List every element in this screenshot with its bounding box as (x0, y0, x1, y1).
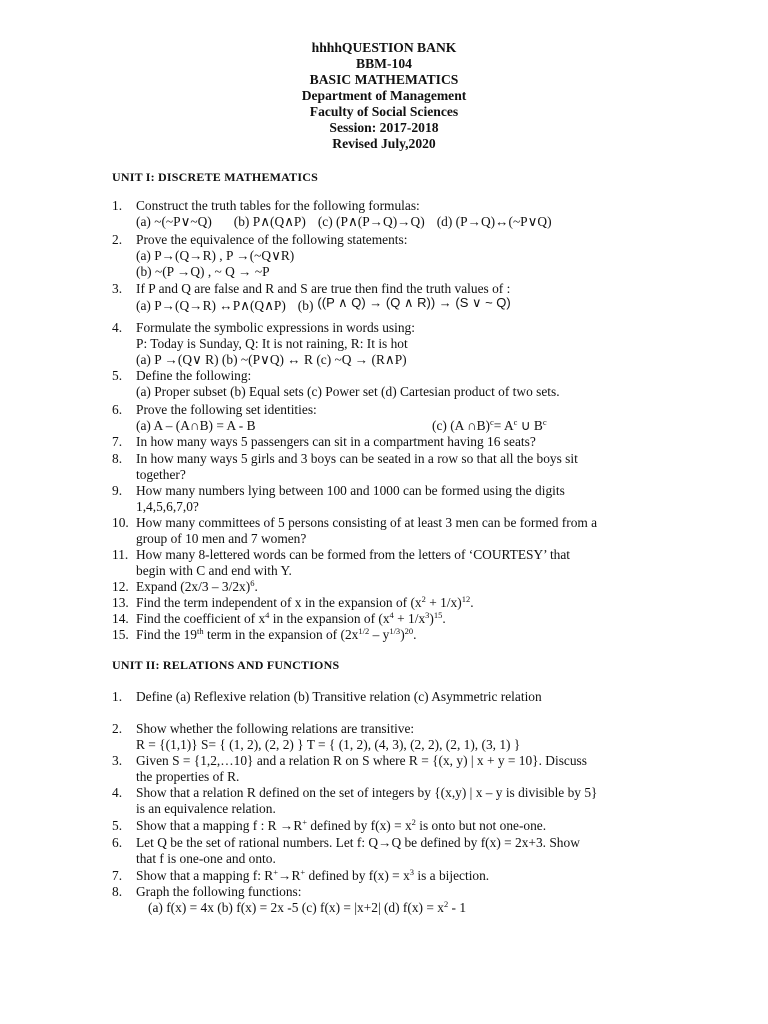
option-d: (d) (P→Q)↔(~P∨Q) (436, 214, 552, 230)
question-text-cont: 1,4,5,6,7,0? (136, 499, 199, 515)
question-text-cont: group of 10 men and 7 women? (136, 531, 307, 547)
header-course-code: BBM-104 (356, 56, 412, 71)
question-text: Show that a mapping f : R →R+ defined by $f(x) = x^2$ is onto but not one-one. (136, 817, 547, 833)
question-text-cont: the properties of R. (136, 769, 240, 785)
question-options (136, 214, 656, 230)
question-text: Show whether the following relations are transitive: (136, 721, 415, 736)
question-options: (a) Proper subset (b) Equal sets (c) Power set (d) Cartesian product of two sets. (136, 384, 560, 400)
question-text: Find the term independent of x in the expansion of $(x^2 + 1/x)^{12}$. (136, 594, 474, 610)
question-number: 5. (112, 818, 123, 833)
question-number: 4. (112, 785, 123, 800)
header-session: Session: 2017-2018 (329, 120, 439, 135)
question-text-cont: is an equivalence relation. (136, 801, 276, 817)
question-text-cont: together? (136, 467, 186, 483)
logic-expression: ((P ∧ Q) → (Q ∧ R)) → (S ∨ ~ Q) (317, 295, 511, 311)
question-text: How many numbers lying between 100 and 1000 can be formed using the digits (136, 483, 565, 498)
question-options (136, 418, 656, 435)
header-revised: Revised July,2020 (332, 136, 436, 151)
question-text: In how many ways 5 passengers can sit in a compartment having 16 seats? (136, 434, 536, 449)
question-number: 1. (112, 198, 123, 213)
option-b: (b) (297, 298, 314, 314)
question-text: If P and Q are false and R and S are true then find the truth values of : (136, 281, 511, 296)
header-faculty: Faculty of Social Sciences (309, 104, 459, 119)
question-text: How many committees of 5 persons consisting of at least 3 men can be formed from a (136, 515, 598, 530)
question-text: Find the coefficient of $x^4$ in the expansion of $(x^4 + 1/x^3)^{15}$. (136, 610, 446, 626)
question-options: (a) f(x) = 4x (b) f(x) = 2x -5 (c) f(x) = |x+2| (d) $f(x) = x^2 - 1$ (148, 899, 467, 916)
question-text: Prove the equivalence of the following statements: (136, 232, 408, 247)
question-number: 1. (112, 689, 123, 704)
option-a: (a) ~(~P∨~Q) (136, 214, 212, 230)
option-a: (a) P→(Q→R) ↔P∧(Q∧P) (136, 298, 286, 314)
question-number: 6. (112, 402, 123, 417)
question-text: Find the 19th term in the expansion of $(2x^{1/2} - y^{1/3})^{20}$. (136, 626, 417, 642)
question-text: Given S = {1,2,…10} and a relation R on S where R = {(x, y) | x + y = 10}. Discuss (136, 753, 587, 768)
header-title: hhhhQUESTION BANK (311, 40, 457, 55)
question-number: 12. (112, 579, 129, 594)
question-text: Show that a mapping f: R+→R+ defined by $f(x) = x^3$ is a bijection. (136, 867, 490, 883)
question-options: (a) P →(Q∨ R) (b) ~(P∨Q) ↔ R (c) ~Q → (R∧P) (136, 352, 407, 368)
question-text: Graph the following functions: (136, 884, 302, 899)
question-options (136, 295, 656, 314)
document-header (0, 40, 768, 152)
unit2-title: UNIT II: RELATIONS AND FUNCTIONS (112, 658, 340, 672)
unit1-title: UNIT I: DISCRETE MATHEMATICS (112, 170, 318, 184)
question-text-cont: begin with C and end with Y. (136, 563, 292, 579)
question-number: 6. (112, 835, 123, 850)
question-text: Let Q be the set of rational numbers. Let f: Q→Q be defined by f(x) = 2x+3. Show (136, 835, 580, 850)
header-course-name: BASIC MATHEMATICS (309, 72, 459, 87)
option-b: (b) P∧(Q∧P) (233, 214, 306, 230)
question-number: 7. (112, 434, 123, 449)
question-number: 10. (112, 515, 129, 530)
header-department: Department of Management (301, 88, 467, 103)
question-text: Define (a) Reflexive relation (b) Transitive relation (c) Asymmetric relation (136, 689, 542, 704)
question-number: 14. (112, 611, 129, 626)
option-c: (c) (P∧(P→Q)→Q) (317, 214, 425, 230)
relations-list: R = {(1,1)} S= { (1, 2), (2, 2) } T = { (1, 2), (4, 3), (2, 2), (2, 1), (3, 1) } (136, 737, 521, 753)
question-text-cont: that f is one-one and onto. (136, 851, 276, 867)
question-text: In how many ways 5 girls and 3 boys can be seated in a row so that all the boys sit (136, 451, 578, 466)
question-text: Expand (2x/3 – 3/2x)$^6$. (136, 578, 258, 594)
question-number: 11. (112, 547, 129, 562)
question-text: Prove the following set identities: (136, 402, 317, 417)
question-number: 2. (112, 232, 123, 247)
question-number: 4. (112, 320, 123, 335)
question-text: Define the following: (136, 368, 252, 383)
question-number: 5. (112, 368, 123, 383)
question-detail: P: Today is Sunday, Q: It is not raining, R: It is hot (136, 336, 408, 352)
option-b: (b) ~(P →Q) , ~ Q → ~P (136, 264, 270, 280)
question-number: 8. (112, 451, 123, 466)
question-number: 3. (112, 281, 123, 296)
question-number: 3. (112, 753, 123, 768)
question-number: 9. (112, 483, 123, 498)
question-number: 2. (112, 721, 123, 736)
question-text: Construct the truth tables for the following formulas: (136, 198, 420, 213)
question-text: Formulate the symbolic expressions in words using: (136, 320, 415, 335)
question-number: 7. (112, 868, 123, 883)
question-text: Show that a relation R defined on the set of integers by {(x,y) | x – y is divisible by 5} (136, 785, 598, 800)
question-number: 8. (112, 884, 123, 899)
option-a: (a) P→(Q→R) , P →(~Q∨R) (136, 248, 295, 264)
question-text: How many 8-lettered words can be formed from the letters of ‘COURTESY’ that (136, 547, 571, 562)
option-c: (c) (A ∩B)$^c$= $A^c$ ∪ $B^c$ (432, 417, 547, 434)
question-number: 13. (112, 595, 129, 610)
option-a: (a) A – (A∩B) = A - B (136, 418, 256, 434)
question-number: 15. (112, 627, 129, 642)
